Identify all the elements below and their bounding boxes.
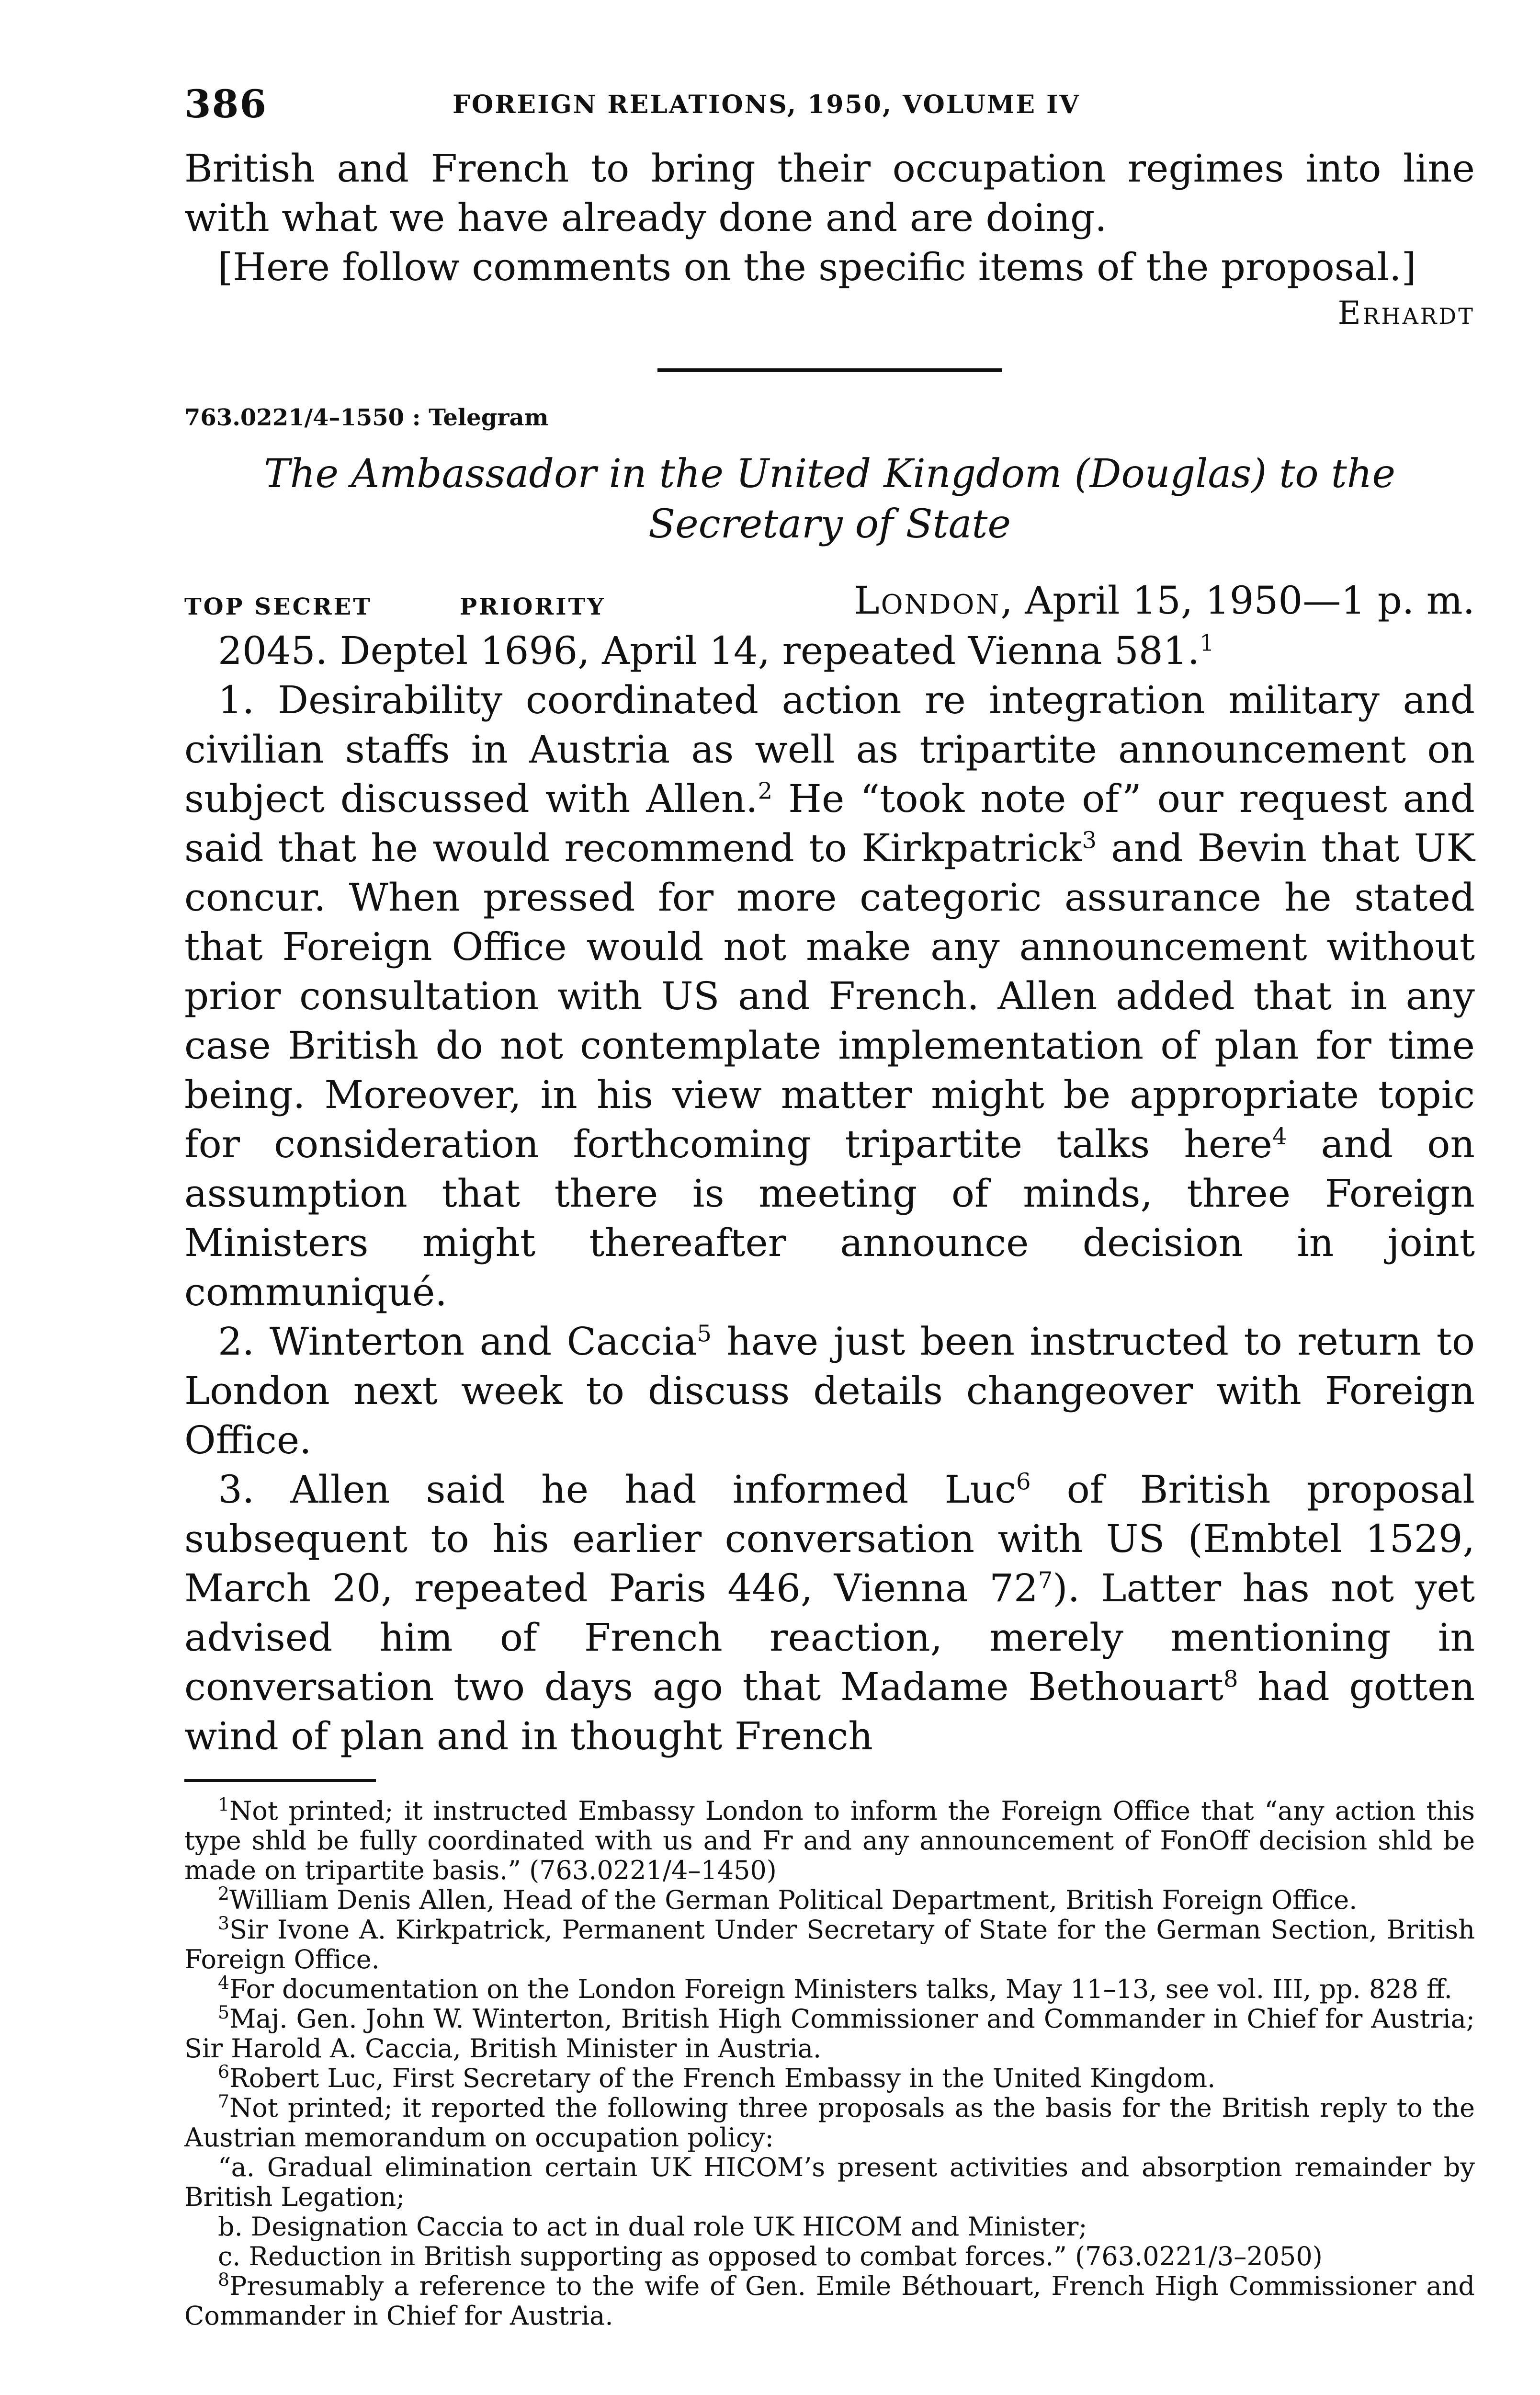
footnote-divider [184,1779,376,1782]
footnotes [184,1796,1475,2331]
telegram-paragraph-2: 2. Winterton and Caccia$^5$ have just been instructed to return to London next week to discuss details changeover with Foreign Office. [184,1319,1475,1462]
telegram-body [184,626,1475,1761]
page-number: 386 [184,81,267,126]
footnote-7-item-c: c. Reduction in British supporting as opposed to combat forces.” (763.0221/3–2050) [218,2241,1323,2271]
dateline-city: London [854,578,1001,623]
footnote-ref: 2 [758,777,773,805]
footnote-3: $^3$Sir Ivone A. Kirkpatrick, Permanent Under Secretary of State for the German Section, British Foreign Office. [184,1913,1475,1974]
footnote-4: $^4$For documentation on the London Foreign Ministers talks, May 11–13, see vol. III, pp. 828 ff. [218,1972,1452,2004]
telegram-opening: 2045. Deptel 1696, April 14, repeated Vienna 581.$^1$ [218,628,1214,673]
section-divider [657,368,1002,372]
intro-section [184,144,1475,292]
dateline [854,578,1475,623]
intro-paragraph: British and French to bring their occupation regimes into line with what we have already done and are doing. [184,146,1475,240]
dateline-date: , April 15, 1950—1 p. m. [1000,578,1475,623]
footnote-7-item-a: “a. Gradual elimination certain UK HICOM’s present activities and absorption remainder by British Legation; [184,2152,1475,2212]
footnote-ref: 7 [1038,1567,1053,1594]
classification-line [184,578,1475,626]
footnote-ref: 3 [1082,827,1097,854]
footnote-ref: 6 [1016,1468,1031,1495]
footnote-ref: 8 [1223,1665,1238,1693]
footnote-6: $^6$Robert Luc, First Secretary of the French Embassy in the United Kingdom. [218,2061,1216,2093]
page-header [184,81,1475,144]
footnote-8: $^8$Presumably a reference to the wife of Gen. Emile Béthouart, French High Commissioner and Commander in Chief for Austria. [184,2269,1475,2331]
document-reference: 763.0221/4–1550 : Telegram [184,404,549,431]
signature-erhardt: Erhardt [1337,295,1475,331]
document-page [184,81,1475,2331]
footnote-ref: 4 [1272,1123,1287,1150]
telegram-paragraph-3: 3. Allen said he had informed Luc$^6$ of British proposal subsequent to his earlier conversation with US (Embtel 1529, March 20, repeated Paris 446, Vienna $72^7$). Latter has not yet advised him of French reaction, merely mentioning in conversation two days ago that Madame Bethouart$^8$ had gotten wind of plan and in thought French [184,1467,1475,1758]
document-title: The Ambassador in the United Kingdom (Douglas) to the Secretary of State [263,451,1396,547]
footnote-ref: 5 [697,1320,712,1347]
priority-label: PRIORITY [460,593,606,620]
classification-label: TOP SECRET [184,593,372,620]
footnote-1: $^1$Not printed; it instructed Embassy London to inform the Foreign Office that “any action this type shld be fully coordinated with us and Fr and any announcement of FonOff decision shld be made on tripartite basis.” (763.0221/4–1450) [184,1794,1475,1885]
telegram-paragraph-1: 1. Desirability coordinated action re integration military and civilian staffs in Austria as well as tripartite announcement on subject discussed with Allen.$^2$ He “took note of” our request and said that he would recommend to Kirkpatrick$^3$ and Bevin that UK concur. When pressed for more categoric assurance he stated that Foreign Office would not make any announcement without prior consultation with US and French. Allen added that in any case British do not contemplate implementation of plan for time being. Moreover, in his view matter might be appropriate topic for consideration forthcoming tripartite talks here$^4$ and on assumption that there is meeting of minds, three Foreign Ministers might thereafter announce decision in joint communiqué. [184,678,1475,1314]
running-title: FOREIGN RELATIONS, 1950, VOLUME IV [453,90,1080,119]
editorial-note: [Here follow comments on the specific items of the proposal.] [218,245,1416,289]
footnote-5: $^5$Maj. Gen. John W. Winterton, British High Commissioner and Commander in Chief for Austria; Sir Harold A. Caccia, British Minister in Austria. [184,2002,1475,2064]
footnote-2: $^2$William Denis Allen, Head of the German Political Department, British Foreign Office. [218,1883,1358,1915]
footnote-ref: 1 [1200,629,1214,657]
footnote-7: $^7$Not printed; it reported the following three proposals as the basis for the British reply to the Austrian memorandum on occupation policy: [184,2091,1475,2153]
footnote-7-item-b: b. Designation Caccia to act in dual role UK HICOM and Minister; [218,2212,1087,2242]
